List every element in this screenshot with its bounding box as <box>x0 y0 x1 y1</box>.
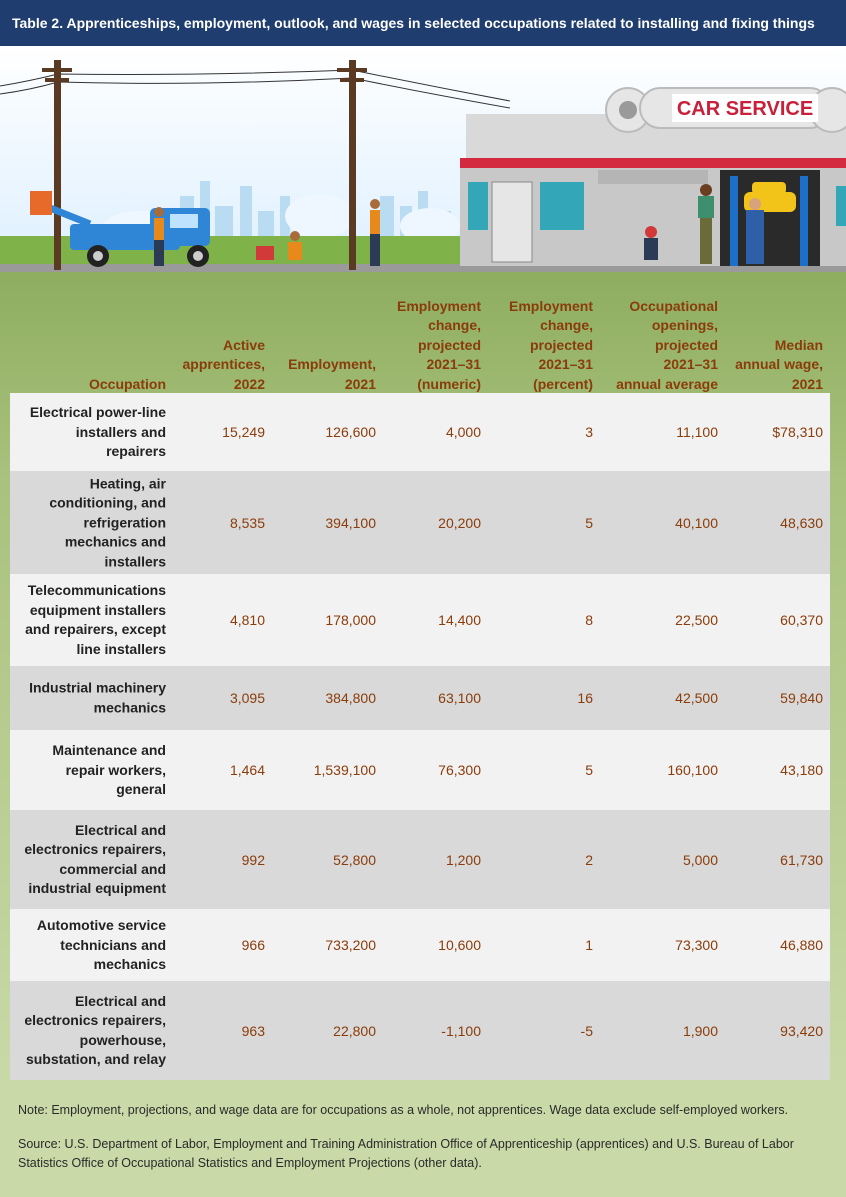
wage-cell: 61,730 <box>780 851 823 868</box>
openings-cell: 22,500 <box>675 612 718 628</box>
change-numeric-cell: 14,400 <box>438 612 481 628</box>
change-numeric-cell: 1,200 <box>445 851 481 868</box>
change-numeric-cell: 76,300 <box>438 762 481 778</box>
banner-illustration <box>0 46 846 278</box>
wage-cell: 59,840 <box>780 690 823 706</box>
table-header-row <box>10 296 830 394</box>
occupation-cell: Heating, air conditioning, and refrigeration mechanics and installers <box>49 474 166 569</box>
header-occupation: Occupation <box>88 375 166 392</box>
header-change-percent: Employment change, projected 2021–31 (percent) <box>508 297 593 392</box>
table-row <box>10 666 830 730</box>
table-row <box>10 730 830 810</box>
occupation-cell: Automotive service technicians and mechanics <box>36 916 166 972</box>
table-row <box>10 471 830 574</box>
table-row <box>10 393 830 471</box>
apprentices-cell: 1,464 <box>229 762 265 778</box>
occupation-cell: Industrial machinery mechanics <box>29 679 166 715</box>
table-footer <box>18 1101 846 1188</box>
table-note: Note: Employment, projections, and wage data are for occupations as a whole, not apprentices. Wage data exclude self-employed workers. <box>18 1103 789 1117</box>
apprentices-cell: 966 <box>241 937 265 953</box>
openings-cell: 11,100 <box>676 424 718 440</box>
header-employment: Employment, 2021 <box>288 356 376 392</box>
apprentices-cell: 4,810 <box>229 612 265 628</box>
wage-cell: 43,180 <box>780 762 823 778</box>
table-row <box>10 574 830 666</box>
header-median-wage: Median annual wage, 2021 <box>735 336 823 392</box>
apprentices-cell: 15,249 <box>222 424 265 440</box>
change-percent-cell: 1 <box>585 937 593 953</box>
table-row <box>10 810 830 909</box>
illustration-banner <box>0 46 846 278</box>
apprentices-cell: 3,095 <box>229 690 265 706</box>
change-percent-cell: 2 <box>585 851 593 868</box>
apprentices-cell: 963 <box>241 1022 265 1039</box>
change-percent-cell: -5 <box>580 1022 593 1039</box>
table-title: Table 2. Apprenticeships, employment, outlook, and wages in selected occupations related to installing and fixing things <box>0 0 846 46</box>
occupation-cell: Telecommunications equipment installers and repairers, except line installers <box>25 582 166 657</box>
header-change-numeric: Employment change, projected 2021–31 (numeric) <box>396 297 481 392</box>
table-body <box>10 393 830 1080</box>
openings-cell: 160,100 <box>667 762 718 778</box>
change-percent-cell: 5 <box>585 762 593 778</box>
change-percent-cell: 8 <box>585 612 593 628</box>
car-service-sign: CAR SERVICE <box>676 98 814 120</box>
occupation-cell: Electrical and electronics repairers, powerhouse, substation, and relay <box>24 992 166 1067</box>
apprentices-cell: 992 <box>241 851 265 868</box>
change-numeric-cell: -1,100 <box>441 1022 481 1039</box>
openings-cell: 5,000 <box>682 851 718 868</box>
change-numeric-cell: 20,200 <box>438 514 481 531</box>
wage-cell: $78,310 <box>772 424 823 440</box>
header-openings: Occupational openings, projected 2021–31 annual average <box>616 297 718 392</box>
change-numeric-cell: 4,000 <box>445 424 481 440</box>
change-numeric-cell: 10,600 <box>438 937 481 953</box>
openings-cell: 40,100 <box>675 514 718 531</box>
table-row <box>10 981 830 1080</box>
employment-cell: 733,200 <box>325 937 376 953</box>
openings-cell: 73,300 <box>675 937 718 953</box>
apprentices-cell: 8,535 <box>229 514 265 531</box>
employment-cell: 22,800 <box>333 1022 376 1039</box>
occupation-cell: Electrical power-line installers and repairers <box>29 403 166 459</box>
employment-cell: 384,800 <box>325 690 376 706</box>
change-percent-cell: 5 <box>585 514 593 531</box>
change-percent-cell: 3 <box>585 424 593 440</box>
data-table <box>0 278 846 1086</box>
wage-cell: 48,630 <box>780 514 823 531</box>
employment-cell: 1,539,100 <box>313 762 376 778</box>
employment-cell: 52,800 <box>333 851 376 868</box>
wage-cell: 93,420 <box>780 1022 823 1039</box>
header-active-apprentices: Active apprentices, 2022 <box>182 336 265 392</box>
occupation-cell: Maintenance and repair workers, general <box>52 741 166 797</box>
change-numeric-cell: 63,100 <box>438 690 481 706</box>
employment-cell: 394,100 <box>325 514 376 531</box>
table-source: Source: U.S. Department of Labor, Employment and Training Administration Office of Apprenticeship (apprentices) and U.S. Bureau of Labor Statistics Office of Occupational Statistics and Employment Projections (other data). <box>18 1137 794 1170</box>
openings-cell: 42,500 <box>675 690 718 706</box>
occupation-cell: Electrical and electronics repairers, commercial and industrial equipment <box>24 821 166 896</box>
change-percent-cell: 16 <box>577 690 593 706</box>
employment-cell: 178,000 <box>325 612 376 628</box>
table-row <box>10 909 830 981</box>
employment-cell: 126,600 <box>325 424 376 440</box>
wage-cell: 60,370 <box>780 612 823 628</box>
wage-cell: 46,880 <box>780 937 823 953</box>
openings-cell: 1,900 <box>682 1022 718 1039</box>
